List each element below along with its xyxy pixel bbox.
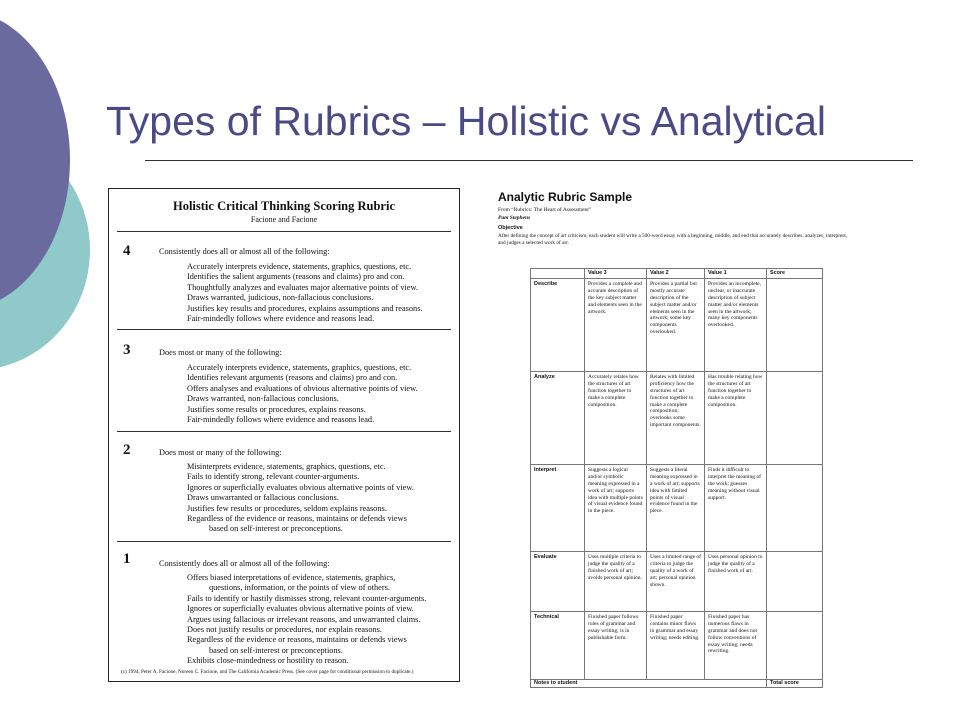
level-3-criteria (187, 363, 418, 425)
level-score-4: 4 (123, 243, 131, 259)
score-cell (767, 371, 823, 464)
header-cell: Value 3 (585, 269, 647, 279)
copyright-note: (c) 1994, Peter A. Facione, Noreen C. Facione, and The California Academic Press. (See cover page for conditional permission to duplicate.) (121, 669, 414, 675)
table-cell: Relates with limited proficiency how the structures of art function together to make a complete composition; overlooks some important components. (647, 371, 705, 464)
table-row (531, 371, 823, 464)
criterion: Justifies some results or procedures, explains reasons. (187, 404, 366, 414)
table-row (531, 464, 823, 551)
objective-text: After defining the concept of art criticism, each student will write a 500-word essay with a beginning, middle, and end that accurately describes, analyzes, interprets, and judges a selected work of art. (498, 233, 848, 246)
level-3-intro: Does most or many of the following: (159, 348, 282, 357)
level-score-1: 1 (123, 551, 131, 567)
header-cell: Value 1 (705, 269, 767, 279)
score-cell (767, 278, 823, 371)
criterion: Identifies relevant arguments (reasons and claims) pro and con. (187, 373, 398, 383)
analytic-rubric-author: Pam Stephens (498, 215, 531, 221)
table-cell: Provides a complete and accurate description of the key subject matter and elements seen in the artwork. (585, 278, 647, 371)
divider (117, 231, 451, 232)
table-cell: Suggests a literal meaning expressed in a work of art; supports idea with limited points of visual evidence found in the piece. (647, 464, 705, 551)
analytic-rubric-table (530, 268, 823, 688)
holistic-rubric-authors: Facione and Facione (250, 215, 318, 224)
row-label: Evaluate (531, 551, 585, 611)
score-cell (767, 464, 823, 551)
criterion: Offers analyses and evaluations of obvious alternative points of view. (187, 383, 418, 393)
criterion: Accurately interprets evidence, statements, graphics, questions, etc. (187, 363, 412, 372)
holistic-rubric-title: Holistic Critical Thinking Scoring Rubric (172, 199, 395, 213)
criterion: based on self-interest or preconceptions. (209, 645, 343, 655)
table-cell: Provides an incomplete, unclear, or inaccurate description of subject matter and/or elements seen in the artwork; many key components overlooked. (705, 278, 767, 371)
divider (117, 329, 451, 330)
criterion: Regardless of the evidence or reasons, maintains or defends views (187, 635, 407, 645)
analytic-rubric-source: From “Rubrics: The Heart of Assessment” (498, 207, 592, 213)
criterion: Justifies few results or procedures, seldom explains reasons. (187, 503, 387, 513)
level-2-criteria (187, 462, 414, 535)
analytic-rubric-image (496, 190, 854, 686)
header-cell: Value 2 (647, 269, 705, 279)
level-score-3: 3 (123, 342, 131, 358)
level-4-criteria (187, 262, 423, 324)
table-cell: Finished paper contains minor flaws in grammar and essay writing; needs editing. (647, 611, 705, 679)
score-cell (767, 611, 823, 679)
header-cell (531, 269, 585, 279)
table-cell: Finds it difficult to interpret the meaning of the work; guesses meaning without visual support. (705, 464, 767, 551)
score-cell (767, 551, 823, 611)
table-cell: Has trouble relating how the structures of art function together to make a complete composition. (705, 371, 767, 464)
criterion: Ignores or superficially evaluates obvious alternative points of view. (187, 604, 414, 614)
table-cell: Suggests a logical and/or symbolic meaning expressed in a work of art; supports idea with multiple points of visual evidence found in the piece. (585, 464, 647, 551)
criterion: Fails to identify or hastily dismisses strong, relevant counter-arguments. (187, 593, 427, 603)
level-4-intro: Consistently does all or almost all of the following: (159, 247, 330, 256)
table-cell: Uses multiple criteria to judge the quality of a finished work of art; avoids personal opinion. (585, 551, 647, 611)
objective-heading: Objective (498, 225, 523, 231)
criterion: Draws unwarranted or fallacious conclusions. (187, 493, 339, 503)
analytic-rubric-title: Analytic Rubric Sample (498, 190, 633, 204)
table-row (531, 278, 823, 371)
criterion: Draws warranted, judicious, non-fallacious conclusions. (187, 293, 374, 303)
divider (117, 541, 451, 542)
table-row (531, 551, 823, 611)
criterion: Ignores or superficially evaluates obvious alternative points of view. (187, 482, 414, 492)
criterion: Misinterprets evidence, statements, graphics, questions, etc. (187, 462, 386, 471)
level-score-2: 2 (123, 442, 131, 458)
criterion: Does not justify results or procedures, nor explain reasons. (187, 625, 382, 635)
level-1-intro: Consistently does all or almost all of the following: (159, 559, 330, 568)
total-score-label: Total score (767, 679, 823, 687)
table-cell: Finished paper has numerous flaws in grammar and does not follow conventions of essay writing; needs rewriting. (705, 611, 767, 679)
table-cell: Uses a limited range of criteria to judge the quality of a work of art; personal opinion shown. (647, 551, 705, 611)
criterion: Offers biased interpretations of evidence, statements, graphics, (187, 573, 396, 582)
criterion: Fails to identify strong, relevant counter-arguments. (187, 472, 360, 482)
criterion: Justifies key results and procedures, explains assumptions and reasons. (187, 303, 423, 313)
criterion: Thoughtfully analyzes and evaluates major alternative points of view. (187, 282, 419, 292)
notes-to-student-label: Notes to student (531, 679, 767, 687)
table-cell: Provides a partial but mostly accurate description of the subject matter and/or elements seen in the artwork; some key components overlooked. (647, 278, 705, 371)
header-cell: Score (767, 269, 823, 279)
table-row (531, 611, 823, 679)
criterion: Fair-mindedly follows where evidence and reasons lead. (187, 314, 375, 324)
criterion: based on self-interest or preconceptions. (209, 524, 343, 534)
criterion: Exhibits close-mindedness or hostility to reason. (187, 656, 349, 666)
criterion: questions, information, or the points of view of others. (209, 583, 390, 593)
slide-title: Types of Rubrics – Holistic vs Analytical (106, 98, 827, 144)
divider (117, 431, 451, 432)
criterion: Fair-mindedly follows where evidence and reasons lead. (187, 415, 375, 425)
table-footer-row (531, 679, 823, 687)
title-divider (145, 160, 913, 161)
row-label: Interpret (531, 464, 585, 551)
table-cell: Finished paper follows rules of grammar and essay writing; is in publishable form. (585, 611, 647, 679)
table-header-row (531, 269, 823, 279)
row-label: Analyze (531, 371, 585, 464)
criterion: Accurately interprets evidence, statements, graphics, questions, etc. (187, 262, 412, 271)
table-cell: Uses personal opinion to judge the quality of a finished work of art. (705, 551, 767, 611)
criterion: Regardless of the evidence or reasons, maintains or defends views (187, 514, 407, 524)
level-2-intro: Does most or many of the following: (159, 448, 282, 457)
criterion: Identifies the salient arguments (reasons and claims) pro and con. (187, 272, 405, 282)
row-label: Technical (531, 611, 585, 679)
holistic-rubric-image (108, 188, 460, 682)
criterion: Argues using fallacious or irrelevant reasons, and unwarranted claims. (187, 614, 421, 624)
criterion: Draws warranted, non-fallacious conclusions. (187, 394, 339, 404)
level-1-criteria (187, 573, 426, 667)
row-label: Describe (531, 278, 585, 371)
table-cell: Accurately relates how the structures of art function together to make a complete composition. (585, 371, 647, 464)
